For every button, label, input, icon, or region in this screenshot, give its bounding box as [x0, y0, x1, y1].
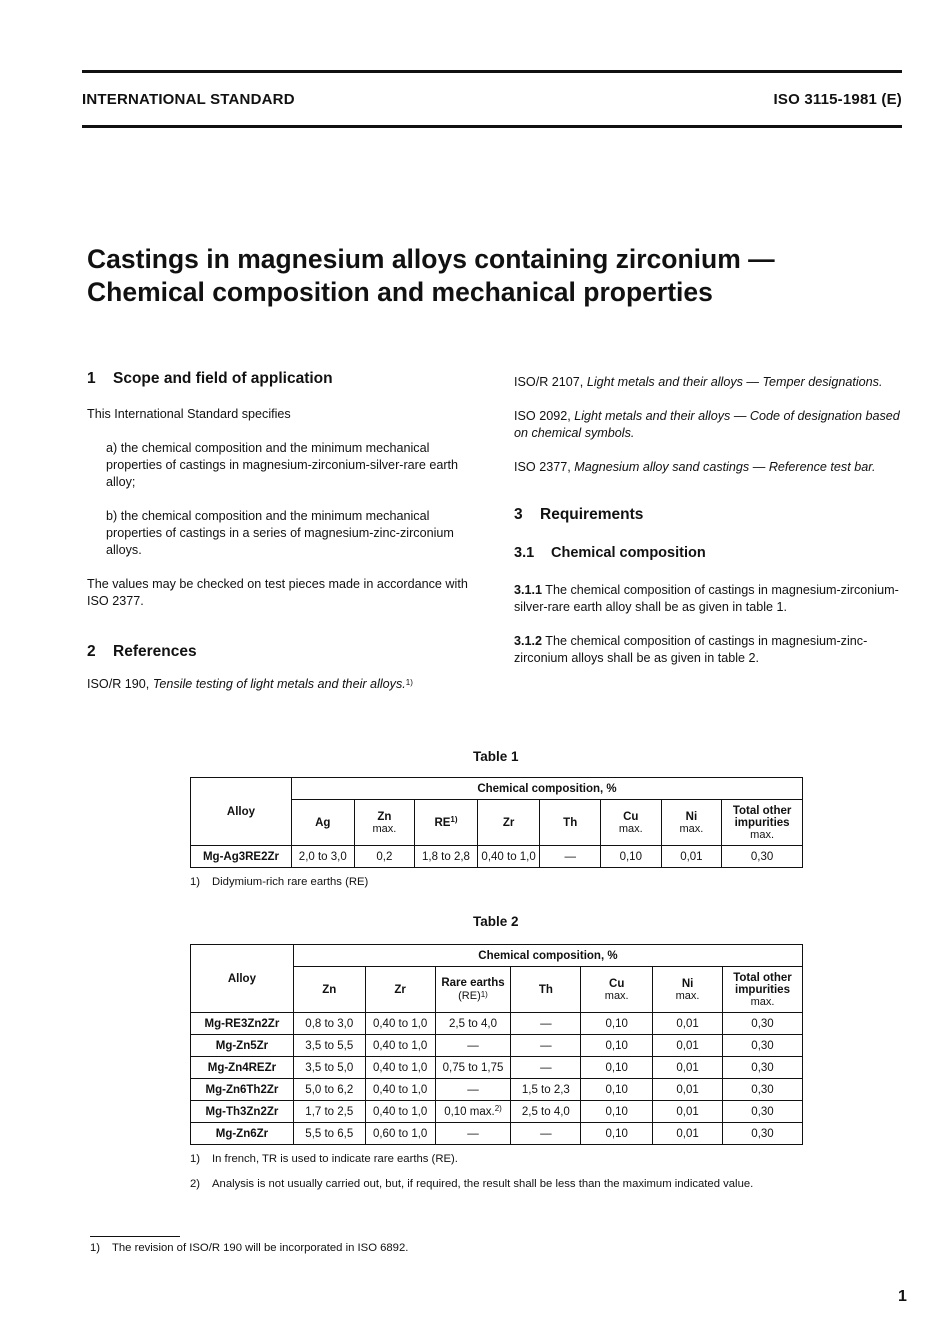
table1-cell: 0,01	[661, 846, 722, 868]
para-3-1-2: 3.1.2 The chemical composition of castings in magnesium-zinc-zirconium alloys shall be as given in table 2.	[514, 634, 868, 665]
table2	[190, 944, 803, 1145]
table2-cell: 0,01	[653, 1013, 723, 1035]
header-right: ISO 3115-1981 (E)	[773, 91, 902, 108]
table1-cell: 0,40 to 1,0	[477, 846, 540, 868]
table1-header-cell: RE$^{1)}$	[415, 800, 478, 846]
table2-header-cell: Zr	[365, 967, 435, 1013]
table2-cell: 0,01	[653, 1035, 723, 1057]
table2-cell: 0,30	[723, 1057, 803, 1079]
table1-group-header: Chemical composition, %	[291, 778, 802, 800]
table2-cell: 0,10	[581, 1013, 653, 1035]
table2-header-cell: Total other impurities max.	[723, 967, 803, 1013]
table1-caption: Table 1	[473, 749, 519, 764]
header-top-rule	[82, 70, 902, 73]
table1-cell: —	[540, 846, 601, 868]
table2-header-cell: Rare earths (RE)$^{1)}$	[435, 967, 511, 1013]
table2-cell: 1,5 to 2,3	[511, 1079, 581, 1101]
table2-cell: Mg-Zn6Zr	[191, 1123, 294, 1145]
table2-cell: 0,30	[723, 1035, 803, 1057]
header-left: INTERNATIONAL STANDARD	[82, 91, 295, 108]
table-row	[191, 1013, 803, 1035]
table2-cell: Mg-Th3Zn2Zr	[191, 1101, 294, 1123]
section1-item-a: a) the chemical composition and the minimum mechanical properties of castings in magnesium-zirconium-silver-rare earth alloy;	[106, 441, 459, 489]
page-footnote: 1) The revision of ISO/R 190 will be incorporated in ISO 6892.	[90, 1242, 409, 1254]
table2-cell: 0,75 to 1,75	[435, 1057, 511, 1079]
table1-cell: 2,0 to 3,0	[291, 846, 354, 868]
table2-cell: 0,10	[581, 1079, 653, 1101]
table1-cell: 0,2	[354, 846, 415, 868]
table2-header-cell: Cu max.	[581, 967, 653, 1013]
table1-header-cell: Total other impurities max.	[722, 800, 803, 846]
table2-cell: —	[435, 1079, 511, 1101]
table2-caption: Table 2	[473, 914, 519, 929]
page-title	[87, 243, 907, 309]
table1-cell: Mg-Ag3RE2Zr	[191, 846, 292, 868]
table2-header-cell: Th	[511, 967, 581, 1013]
title-line-2: Chemical composition and mechanical properties	[87, 277, 713, 307]
title-line-1: Castings in magnesium alloys containing zirconium —	[87, 244, 775, 274]
table2-cell: 0,10	[581, 1123, 653, 1145]
ref-iso-r-190: ISO/R 190, Tensile testing of light metals and their alloys.$^{1)}$	[87, 677, 413, 691]
section1-heading: 1 Scope and field of application	[87, 370, 333, 387]
table-row	[191, 1035, 803, 1057]
table2-cell: 0,40 to 1,0	[365, 1057, 435, 1079]
table1	[190, 777, 803, 868]
para-3-1-1: 3.1.1 The chemical composition of castings in magnesium-zirconium-silver-rare earth alloy shall be as given in table 1.	[514, 583, 899, 614]
table2-cell: Mg-Zn5Zr	[191, 1035, 294, 1057]
table2-cell: 0,01	[653, 1079, 723, 1101]
section2-heading: 2 References	[87, 643, 197, 660]
table2-cell: 5,5 to 6,5	[293, 1123, 365, 1145]
table2-cell: 3,5 to 5,5	[293, 1035, 365, 1057]
table2-header-cell: Zn	[293, 967, 365, 1013]
table-row	[191, 1079, 803, 1101]
table2-cell: 0,40 to 1,0	[365, 1079, 435, 1101]
table2-footnote-1: 1) In french, TR is used to indicate rare earths (RE).	[190, 1153, 458, 1165]
table-row	[191, 1123, 803, 1145]
table2-cell: Mg-Zn4REZr	[191, 1057, 294, 1079]
table2-cell: —	[511, 1013, 581, 1035]
table-row	[191, 1057, 803, 1079]
table2-cell: —	[511, 1123, 581, 1145]
table2-cell: —	[511, 1035, 581, 1057]
ref-iso-2092: ISO 2092, Light metals and their alloys — Code of designation based on chemical symbols.	[514, 409, 900, 440]
table2-cell: Mg-Zn6Th2Zr	[191, 1079, 294, 1101]
section1-intro: This International Standard specifies	[87, 407, 291, 421]
table2-cell: 0,01	[653, 1101, 723, 1123]
table2-cell: 0,40 to 1,0	[365, 1035, 435, 1057]
section1-item-b: b) the chemical composition and the minimum mechanical properties of castings in a series of magnesium-zinc-zirconium alloys.	[106, 509, 454, 557]
table1-header-cell: Ni max.	[661, 800, 722, 846]
header-bottom-rule	[82, 125, 902, 128]
table2-header-cell: Ni max.	[653, 967, 723, 1013]
table2-cell: 2,5 to 4,0	[511, 1101, 581, 1123]
table1-cell: 0,10	[601, 846, 662, 868]
table2-cell: 0,10	[581, 1057, 653, 1079]
table2-cell: 0,40 to 1,0	[365, 1013, 435, 1035]
ref-iso-r-2107: ISO/R 2107, Light metals and their alloys — Temper designations.	[514, 375, 883, 389]
table1-cell: 0,30	[722, 846, 803, 868]
table1-alloy-header: Alloy	[191, 778, 292, 846]
table2-cell: 0,40 to 1,0	[365, 1101, 435, 1123]
table2-cell: 0,60 to 1,0	[365, 1123, 435, 1145]
table1-header-cell: Ag	[291, 800, 354, 846]
section3-heading: 3 Requirements	[514, 506, 644, 523]
table1-cell: 1,8 to 2,8	[415, 846, 478, 868]
table2-cell: —	[511, 1057, 581, 1079]
ref-iso-2377: ISO 2377, Magnesium alloy sand castings — Reference test bar.	[514, 460, 876, 474]
right-column	[514, 374, 902, 667]
table2-cell: 3,5 to 5,0	[293, 1057, 365, 1079]
table2-footnote-2: 2) Analysis is not usually carried out, but, if required, the result shall be less than the maximum indicated value.	[190, 1178, 754, 1190]
page-number: 1	[898, 1288, 907, 1305]
table2-cell: —	[435, 1035, 511, 1057]
table1-header-cell: Zn max.	[354, 800, 415, 846]
table2-cell: 0,30	[723, 1079, 803, 1101]
table2-cell: 0,10 max.$^{2)}$	[435, 1101, 511, 1123]
table2-cell: 0,30	[723, 1123, 803, 1145]
footnote-rule	[90, 1236, 180, 1237]
table1-header-cell: Zr	[477, 800, 540, 846]
table2-cell: 0,01	[653, 1123, 723, 1145]
table2-alloy-header: Alloy	[191, 945, 294, 1013]
table2-cell: 0,30	[723, 1013, 803, 1035]
table-row	[191, 1101, 803, 1123]
table-row	[191, 846, 803, 868]
table1-footnote: 1) Didymium-rich rare earths (RE)	[190, 876, 369, 888]
table2-cell: 0,10	[581, 1101, 653, 1123]
table2-cell: 5,0 to 6,2	[293, 1079, 365, 1101]
table2-cell: 0,10	[581, 1035, 653, 1057]
section3-1-heading: 3.1 Chemical composition	[514, 545, 706, 561]
table2-cell: 0,01	[653, 1057, 723, 1079]
table2-cell: 1,7 to 2,5	[293, 1101, 365, 1123]
table2-cell: —	[435, 1123, 511, 1145]
table1-header-cell: Cu max.	[601, 800, 662, 846]
table2-cell: 2,5 to 4,0	[435, 1013, 511, 1035]
left-column	[87, 370, 475, 693]
table2-cell: Mg-RE3Zn2Zr	[191, 1013, 294, 1035]
table2-group-header: Chemical composition, %	[293, 945, 802, 967]
table2-cell: 0,30	[723, 1101, 803, 1123]
table2-cell: 0,8 to 3,0	[293, 1013, 365, 1035]
table1-header-cell: Th	[540, 800, 601, 846]
section1-outro: The values may be checked on test pieces made in accordance with ISO 2377.	[87, 577, 468, 608]
